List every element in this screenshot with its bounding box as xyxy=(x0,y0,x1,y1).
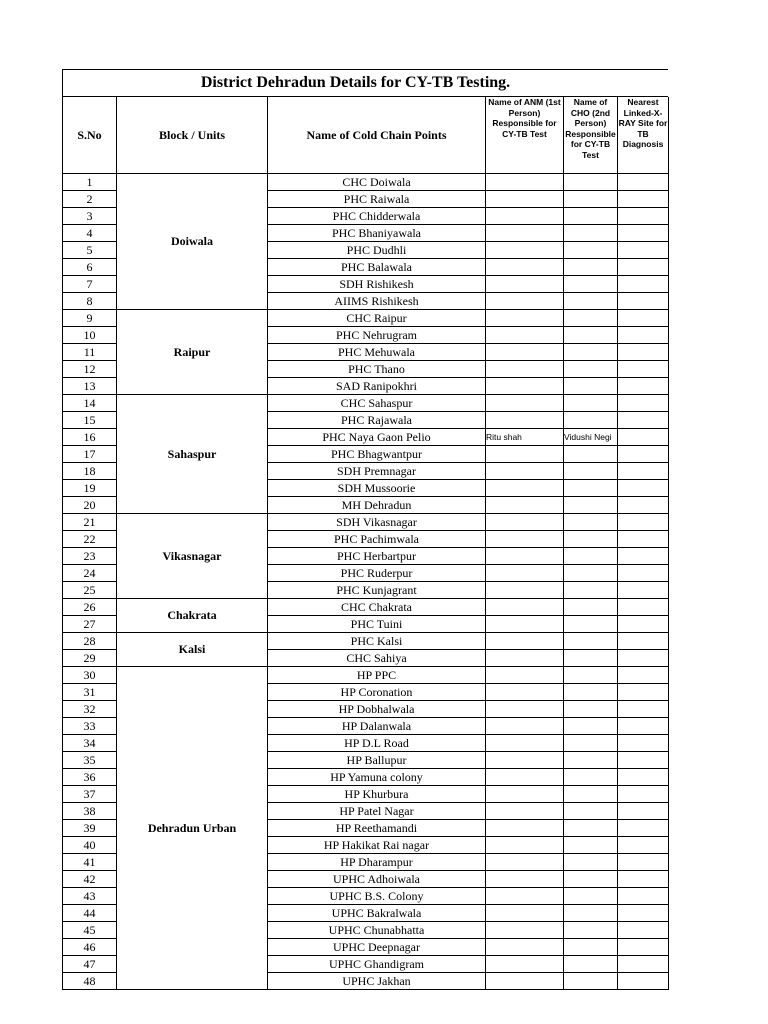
cho-cell[interactable] xyxy=(564,701,618,718)
anm-cell[interactable] xyxy=(486,956,564,973)
anm-cell[interactable] xyxy=(486,514,564,531)
cho-cell[interactable] xyxy=(564,922,618,939)
row-sno[interactable]: 38 xyxy=(63,803,117,820)
row-sno[interactable]: 47 xyxy=(63,956,117,973)
row-sno[interactable]: 40 xyxy=(63,837,117,854)
cold-chain-point[interactable]: UPHC Chunabhatta xyxy=(268,922,486,939)
row-sno[interactable]: 37 xyxy=(63,786,117,803)
xray-cell[interactable] xyxy=(618,905,669,922)
xray-cell[interactable] xyxy=(618,378,669,395)
anm-cell[interactable] xyxy=(486,565,564,582)
cold-chain-point[interactable]: PHC Ruderpur xyxy=(268,565,486,582)
xray-cell[interactable] xyxy=(618,684,669,701)
anm-cell[interactable] xyxy=(486,905,564,922)
cold-chain-point[interactable]: UPHC Jakhan xyxy=(268,973,486,990)
xray-cell[interactable] xyxy=(618,259,669,276)
cho-cell[interactable] xyxy=(564,361,618,378)
xray-cell[interactable] xyxy=(618,565,669,582)
anm-cell[interactable] xyxy=(486,803,564,820)
cold-chain-point[interactable]: SDH Mussoorie xyxy=(268,480,486,497)
xray-cell[interactable] xyxy=(618,854,669,871)
cold-chain-point[interactable]: PHC Herbartpur xyxy=(268,548,486,565)
xray-cell[interactable] xyxy=(618,497,669,514)
xray-cell[interactable] xyxy=(618,480,669,497)
xray-cell[interactable] xyxy=(618,888,669,905)
anm-cell[interactable] xyxy=(486,531,564,548)
cho-cell[interactable] xyxy=(564,310,618,327)
xray-cell[interactable] xyxy=(618,582,669,599)
cho-cell[interactable] xyxy=(564,650,618,667)
anm-cell[interactable] xyxy=(486,480,564,497)
header-row xyxy=(63,97,669,174)
row-sno[interactable]: 28 xyxy=(63,633,117,650)
row-sno[interactable]: 27 xyxy=(63,616,117,633)
cold-chain-point[interactable]: PHC Nehrugram xyxy=(268,327,486,344)
row-sno[interactable]: 29 xyxy=(63,650,117,667)
anm-cell[interactable] xyxy=(486,361,564,378)
cold-chain-point[interactable]: PHC Kunjagrant xyxy=(268,582,486,599)
cho-cell[interactable] xyxy=(564,548,618,565)
row-sno[interactable]: 10 xyxy=(63,327,117,344)
cold-chain-point[interactable]: AIIMS Rishikesh xyxy=(268,293,486,310)
cho-cell[interactable] xyxy=(564,480,618,497)
row-sno[interactable]: 14 xyxy=(63,395,117,412)
cold-chain-point[interactable]: HP Ballupur xyxy=(268,752,486,769)
row-sno[interactable]: 16 xyxy=(63,429,117,446)
cho-cell[interactable] xyxy=(564,871,618,888)
row-sno[interactable]: 25 xyxy=(63,582,117,599)
anm-cell[interactable] xyxy=(486,888,564,905)
cho-cell[interactable] xyxy=(564,837,618,854)
xray-cell[interactable] xyxy=(618,752,669,769)
anm-cell[interactable] xyxy=(486,293,564,310)
xray-cell[interactable] xyxy=(618,463,669,480)
xray-cell[interactable] xyxy=(618,939,669,956)
cho-cell[interactable] xyxy=(564,633,618,650)
table-row xyxy=(63,633,669,650)
row-sno[interactable]: 21 xyxy=(63,514,117,531)
cold-chain-point[interactable]: UPHC B.S. Colony xyxy=(268,888,486,905)
xray-cell[interactable] xyxy=(618,429,669,446)
cold-chain-point[interactable]: MH Dehradun xyxy=(268,497,486,514)
row-sno[interactable]: 22 xyxy=(63,531,117,548)
anm-cell[interactable] xyxy=(486,412,564,429)
anm-cell[interactable] xyxy=(486,633,564,650)
cold-chain-point[interactable]: PHC Bhaniyawala xyxy=(268,225,486,242)
cold-chain-point[interactable]: SAD Ranipokhri xyxy=(268,378,486,395)
row-sno[interactable]: 1 xyxy=(63,174,117,191)
cho-cell[interactable] xyxy=(564,395,618,412)
xray-cell[interactable] xyxy=(618,310,669,327)
cold-chain-point[interactable]: UPHC Bakralwala xyxy=(268,905,486,922)
cold-chain-point[interactable]: PHC Tuini xyxy=(268,616,486,633)
row-sno[interactable]: 45 xyxy=(63,922,117,939)
anm-cell[interactable] xyxy=(486,225,564,242)
cho-cell[interactable] xyxy=(564,293,618,310)
cold-chain-point[interactable]: HP Khurbura xyxy=(268,786,486,803)
xray-cell[interactable] xyxy=(618,225,669,242)
cho-cell[interactable] xyxy=(564,973,618,990)
xray-cell[interactable] xyxy=(618,327,669,344)
row-sno[interactable]: 12 xyxy=(63,361,117,378)
cold-chain-point[interactable]: HP Reethamandi xyxy=(268,820,486,837)
anm-cell[interactable] xyxy=(486,616,564,633)
cold-chain-point[interactable]: HP Coronation xyxy=(268,684,486,701)
cho-cell[interactable] xyxy=(564,854,618,871)
anm-cell[interactable] xyxy=(486,752,564,769)
anm-cell[interactable] xyxy=(486,259,564,276)
cold-chain-point[interactable]: PHC Balawala xyxy=(268,259,486,276)
anm-cell[interactable] xyxy=(486,446,564,463)
xray-cell[interactable] xyxy=(618,276,669,293)
header-anm: Name of ANM (1st Person) Responsible for CY-TB Test xyxy=(486,97,564,174)
anm-cell[interactable] xyxy=(486,174,564,191)
cold-chain-point[interactable]: PHC Mehuwala xyxy=(268,344,486,361)
xray-cell[interactable] xyxy=(618,701,669,718)
xray-cell[interactable] xyxy=(618,599,669,616)
anm-cell[interactable] xyxy=(486,939,564,956)
cold-chain-point[interactable]: PHC Kalsi xyxy=(268,633,486,650)
xray-cell[interactable] xyxy=(618,174,669,191)
xray-cell[interactable] xyxy=(618,395,669,412)
row-sno[interactable]: 41 xyxy=(63,854,117,871)
cho-cell[interactable] xyxy=(564,565,618,582)
cho-cell[interactable] xyxy=(564,514,618,531)
xray-cell[interactable] xyxy=(618,769,669,786)
cho-cell[interactable] xyxy=(564,344,618,361)
anm-cell[interactable] xyxy=(486,378,564,395)
block-name[interactable]: Raipur xyxy=(117,310,268,395)
anm-cell[interactable] xyxy=(486,718,564,735)
block-name[interactable]: Vikasnagar xyxy=(117,514,268,599)
block-name[interactable]: Kalsi xyxy=(117,633,268,667)
xray-cell[interactable] xyxy=(618,446,669,463)
anm-cell[interactable] xyxy=(486,837,564,854)
xray-cell[interactable] xyxy=(618,820,669,837)
table-row xyxy=(63,667,669,684)
row-sno[interactable]: 44 xyxy=(63,905,117,922)
cho-cell[interactable] xyxy=(564,667,618,684)
cold-chain-point[interactable]: PHC Dudhli xyxy=(268,242,486,259)
xray-cell[interactable] xyxy=(618,667,669,684)
row-sno[interactable]: 24 xyxy=(63,565,117,582)
row-sno[interactable]: 35 xyxy=(63,752,117,769)
cho-cell[interactable] xyxy=(564,327,618,344)
cold-chain-point[interactable]: CHC Sahaspur xyxy=(268,395,486,412)
cho-cell[interactable] xyxy=(564,956,618,973)
row-sno[interactable]: 8 xyxy=(63,293,117,310)
cho-cell[interactable] xyxy=(564,939,618,956)
cold-chain-point[interactable]: PHC Naya Gaon Pelio xyxy=(268,429,486,446)
cho-cell[interactable] xyxy=(564,446,618,463)
cold-chain-table xyxy=(62,97,669,990)
xray-cell[interactable] xyxy=(618,956,669,973)
cold-chain-point[interactable]: HP D.L Road xyxy=(268,735,486,752)
xray-cell[interactable] xyxy=(618,548,669,565)
row-sno[interactable]: 19 xyxy=(63,480,117,497)
cho-cell[interactable] xyxy=(564,225,618,242)
block-name[interactable]: Dehradun Urban xyxy=(117,667,268,990)
xray-cell[interactable] xyxy=(618,208,669,225)
xray-cell[interactable] xyxy=(618,786,669,803)
cold-chain-point[interactable]: SDH Vikasnagar xyxy=(268,514,486,531)
cold-chain-point[interactable]: PHC Raiwala xyxy=(268,191,486,208)
row-sno[interactable]: 26 xyxy=(63,599,117,616)
xray-cell[interactable] xyxy=(618,531,669,548)
cho-cell[interactable] xyxy=(564,769,618,786)
table-row xyxy=(63,599,669,616)
block-name[interactable]: Doiwala xyxy=(117,174,268,310)
cold-chain-point[interactable]: HP Dobhalwala xyxy=(268,701,486,718)
cold-chain-point[interactable]: HP Dalanwala xyxy=(268,718,486,735)
row-sno[interactable]: 39 xyxy=(63,820,117,837)
xray-cell[interactable] xyxy=(618,344,669,361)
row-sno[interactable]: 34 xyxy=(63,735,117,752)
xray-cell[interactable] xyxy=(618,616,669,633)
cho-cell[interactable] xyxy=(564,463,618,480)
cho-cell[interactable] xyxy=(564,820,618,837)
cold-chain-point[interactable]: PHC Thano xyxy=(268,361,486,378)
anm-cell[interactable] xyxy=(486,327,564,344)
cho-cell[interactable] xyxy=(564,191,618,208)
row-sno[interactable]: 13 xyxy=(63,378,117,395)
table-row xyxy=(63,174,669,191)
cold-chain-point[interactable]: CHC Chakrata xyxy=(268,599,486,616)
row-sno[interactable]: 2 xyxy=(63,191,117,208)
anm-cell[interactable] xyxy=(486,684,564,701)
xray-cell[interactable] xyxy=(618,361,669,378)
xray-cell[interactable] xyxy=(618,837,669,854)
header-sno: S.No xyxy=(63,97,117,174)
cold-chain-point[interactable]: HP PPC xyxy=(268,667,486,684)
cold-chain-point[interactable]: SDH Premnagar xyxy=(268,463,486,480)
anm-cell[interactable] xyxy=(486,276,564,293)
anm-cell[interactable] xyxy=(486,310,564,327)
cold-chain-point[interactable]: CHC Raipur xyxy=(268,310,486,327)
row-sno[interactable]: 48 xyxy=(63,973,117,990)
anm-cell[interactable] xyxy=(486,701,564,718)
row-sno[interactable]: 3 xyxy=(63,208,117,225)
cho-cell[interactable] xyxy=(564,174,618,191)
cho-cell[interactable] xyxy=(564,905,618,922)
row-sno[interactable]: 5 xyxy=(63,242,117,259)
cho-cell[interactable] xyxy=(564,412,618,429)
row-sno[interactable]: 20 xyxy=(63,497,117,514)
row-sno[interactable]: 36 xyxy=(63,769,117,786)
header-xray: Nearest Linked-X-RAY Site for TB Diagnosis xyxy=(618,97,669,174)
row-sno[interactable]: 31 xyxy=(63,684,117,701)
cold-chain-point[interactable]: HP Patel Nagar xyxy=(268,803,486,820)
cho-cell[interactable] xyxy=(564,531,618,548)
row-sno[interactable]: 6 xyxy=(63,259,117,276)
anm-cell[interactable]: Ritu shah xyxy=(486,429,564,446)
xray-cell[interactable] xyxy=(618,242,669,259)
header-cold-chain-point: Name of Cold Chain Points xyxy=(268,97,486,174)
cho-cell[interactable] xyxy=(564,684,618,701)
cold-chain-point[interactable]: UPHC Ghandigram xyxy=(268,956,486,973)
anm-cell[interactable] xyxy=(486,344,564,361)
row-sno[interactable]: 15 xyxy=(63,412,117,429)
block-name[interactable]: Chakrata xyxy=(117,599,268,633)
xray-cell[interactable] xyxy=(618,871,669,888)
anm-cell[interactable] xyxy=(486,667,564,684)
xray-cell[interactable] xyxy=(618,514,669,531)
table-row xyxy=(63,395,669,412)
anm-cell[interactable] xyxy=(486,395,564,412)
cold-chain-point[interactable]: UPHC Deepnagar xyxy=(268,939,486,956)
cho-cell[interactable] xyxy=(564,616,618,633)
cold-chain-point[interactable]: SDH Rishikesh xyxy=(268,276,486,293)
anm-cell[interactable] xyxy=(486,820,564,837)
row-sno[interactable]: 42 xyxy=(63,871,117,888)
cold-chain-point[interactable]: CHC Sahiya xyxy=(268,650,486,667)
anm-cell[interactable] xyxy=(486,871,564,888)
cold-chain-point[interactable]: UPHC Adhoiwala xyxy=(268,871,486,888)
row-sno[interactable]: 30 xyxy=(63,667,117,684)
cold-chain-point[interactable]: PHC Rajawala xyxy=(268,412,486,429)
cho-cell[interactable] xyxy=(564,276,618,293)
cho-cell[interactable] xyxy=(564,803,618,820)
cho-cell[interactable]: Vidushi Negi xyxy=(564,429,618,446)
cho-cell[interactable] xyxy=(564,497,618,514)
anm-cell[interactable] xyxy=(486,191,564,208)
xray-cell[interactable] xyxy=(618,718,669,735)
row-sno[interactable]: 18 xyxy=(63,463,117,480)
cold-chain-point[interactable]: PHC Pachimwala xyxy=(268,531,486,548)
cho-cell[interactable] xyxy=(564,208,618,225)
cold-chain-point[interactable]: PHC Bhagwantpur xyxy=(268,446,486,463)
anm-cell[interactable] xyxy=(486,922,564,939)
header-cho: Name of CHO (2nd Person) Responsible for CY-TB Test xyxy=(564,97,618,174)
anm-cell[interactable] xyxy=(486,786,564,803)
xray-cell[interactable] xyxy=(618,735,669,752)
cho-cell[interactable] xyxy=(564,242,618,259)
cho-cell[interactable] xyxy=(564,735,618,752)
cho-cell[interactable] xyxy=(564,582,618,599)
cho-cell[interactable] xyxy=(564,718,618,735)
xray-cell[interactable] xyxy=(618,650,669,667)
xray-cell[interactable] xyxy=(618,922,669,939)
xray-cell[interactable] xyxy=(618,803,669,820)
xray-cell[interactable] xyxy=(618,412,669,429)
row-sno[interactable]: 9 xyxy=(63,310,117,327)
anm-cell[interactable] xyxy=(486,769,564,786)
anm-cell[interactable] xyxy=(486,497,564,514)
cho-cell[interactable] xyxy=(564,888,618,905)
table-row xyxy=(63,310,669,327)
anm-cell[interactable] xyxy=(486,973,564,990)
cho-cell[interactable] xyxy=(564,378,618,395)
row-sno[interactable]: 43 xyxy=(63,888,117,905)
cho-cell[interactable] xyxy=(564,752,618,769)
row-sno[interactable]: 23 xyxy=(63,548,117,565)
row-sno[interactable]: 32 xyxy=(63,701,117,718)
block-name[interactable]: Sahaspur xyxy=(117,395,268,514)
xray-cell[interactable] xyxy=(618,191,669,208)
row-sno[interactable]: 46 xyxy=(63,939,117,956)
anm-cell[interactable] xyxy=(486,854,564,871)
spreadsheet-sheet xyxy=(62,69,668,990)
row-sno[interactable]: 33 xyxy=(63,718,117,735)
anm-cell[interactable] xyxy=(486,548,564,565)
cold-chain-point[interactable]: HP Hakikat Rai nagar xyxy=(268,837,486,854)
header-block: Block / Units xyxy=(117,97,268,174)
table-row xyxy=(63,514,669,531)
sheet-title: District Dehradun Details for CY-TB Testing. xyxy=(200,74,511,91)
cold-chain-point[interactable]: PHC Chidderwala xyxy=(268,208,486,225)
anm-cell[interactable] xyxy=(486,242,564,259)
cold-chain-point[interactable]: HP Yamuna colony xyxy=(268,769,486,786)
table-body xyxy=(63,174,669,990)
xray-cell[interactable] xyxy=(618,973,669,990)
cho-cell[interactable] xyxy=(564,259,618,276)
anm-cell[interactable] xyxy=(486,735,564,752)
row-sno[interactable]: 11 xyxy=(63,344,117,361)
row-sno[interactable]: 4 xyxy=(63,225,117,242)
cold-chain-point[interactable]: HP Dharampur xyxy=(268,854,486,871)
xray-cell[interactable] xyxy=(618,633,669,650)
title-row xyxy=(62,69,668,97)
cold-chain-point[interactable]: CHC Doiwala xyxy=(268,174,486,191)
anm-cell[interactable] xyxy=(486,582,564,599)
row-sno[interactable]: 7 xyxy=(63,276,117,293)
anm-cell[interactable] xyxy=(486,599,564,616)
row-sno[interactable]: 17 xyxy=(63,446,117,463)
xray-cell[interactable] xyxy=(618,293,669,310)
anm-cell[interactable] xyxy=(486,208,564,225)
anm-cell[interactable] xyxy=(486,463,564,480)
anm-cell[interactable] xyxy=(486,650,564,667)
cho-cell[interactable] xyxy=(564,786,618,803)
cho-cell[interactable] xyxy=(564,599,618,616)
